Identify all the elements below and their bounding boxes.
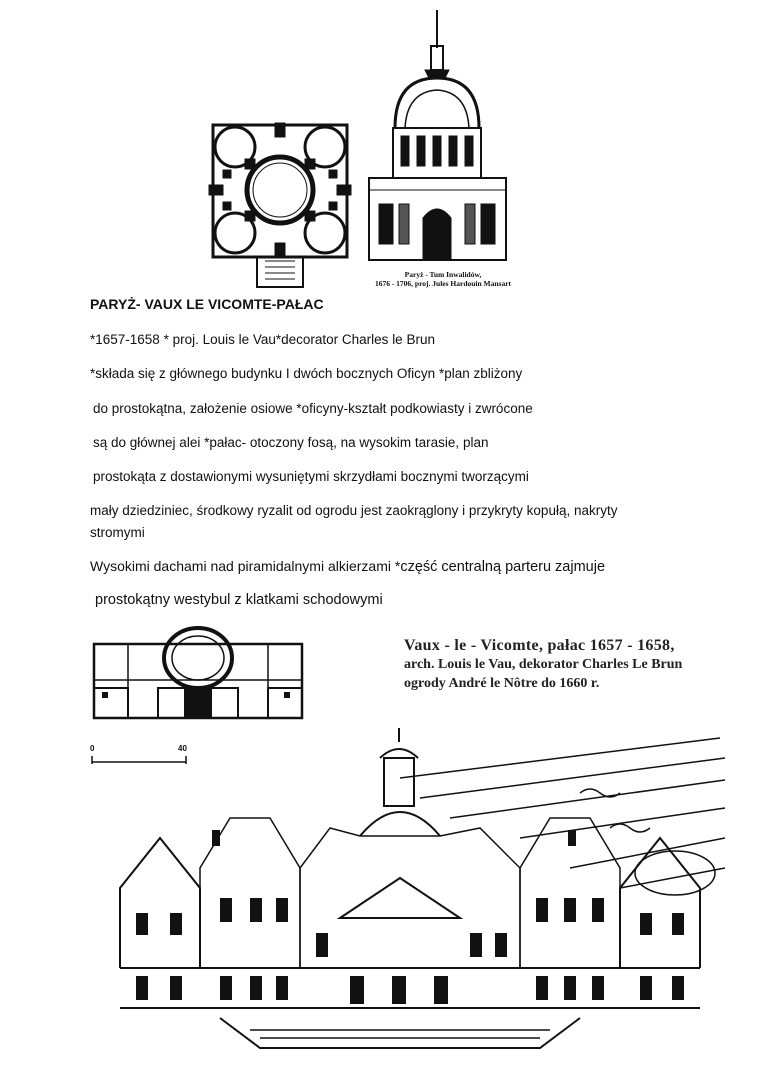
- vaux-caption: [404, 636, 682, 693]
- vaux-scale-start: 0: [90, 744, 95, 753]
- paragraph-3: do prostokątna, założenie osiowe *oficyny-kształt podkowiasty i zwrócone: [93, 401, 533, 416]
- vaux-caption-line-2: arch. Louis le Vau, dekorator Charles Le Brun: [404, 657, 683, 672]
- paragraph-7: [90, 558, 605, 575]
- paragraph-5: prostokąta z dostawionymi wysuniętymi skrzydłami bocznymi tworzącymi: [93, 469, 529, 484]
- invalides-caption-line-2: 1676 - 1706, proj. Jules Hardouin Mansart: [374, 279, 512, 288]
- paragraph-8: prostokątny westybul z klatkami schodowymi: [95, 592, 383, 608]
- vaux-caption-line-3: ogrody André le Nôtre do 1660 r.: [404, 676, 600, 691]
- invalides-plan-drawing: [205, 115, 355, 290]
- vaux-scale-end: 40: [178, 744, 187, 753]
- vaux-plan-drawing: [88, 622, 308, 730]
- invalides-caption-line-1: Paryż - Tum Inwalidów,: [404, 270, 482, 279]
- paragraph-7-part-b: część centralną parteru zajmuje: [400, 559, 606, 575]
- paragraph-7-part-a: Wysokimi dachami nad piramidalnymi alkierzami *: [90, 558, 401, 574]
- paragraph-6: mały dziedziniec, środkowy ryzalit od ogrodu jest zaokrąglony i przykryty kopułą, nakryty stromymi: [90, 503, 618, 540]
- vaux-caption-line-1: Vaux - le - Vicomte, pałac 1657 - 1658,: [404, 637, 675, 654]
- paragraph-1: *1657-1658 * proj. Louis le Vau*decorator Charles le Brun: [90, 332, 435, 347]
- invalides-caption: [368, 270, 518, 288]
- invalides-elevation-drawing: [365, 8, 510, 263]
- vaux-palace-illustration: [100, 718, 730, 1063]
- paragraph-4: są do głównej alei *pałac- otoczony fosą, na wysokim tarasie, plan: [93, 435, 489, 450]
- section-heading: PARYŻ- VAUX LE VICOMTE-PAŁAC: [90, 296, 324, 312]
- paragraph-2: *składa się z głównego budynku I dwóch bocznych Oficyn *plan zbliżony: [90, 366, 523, 381]
